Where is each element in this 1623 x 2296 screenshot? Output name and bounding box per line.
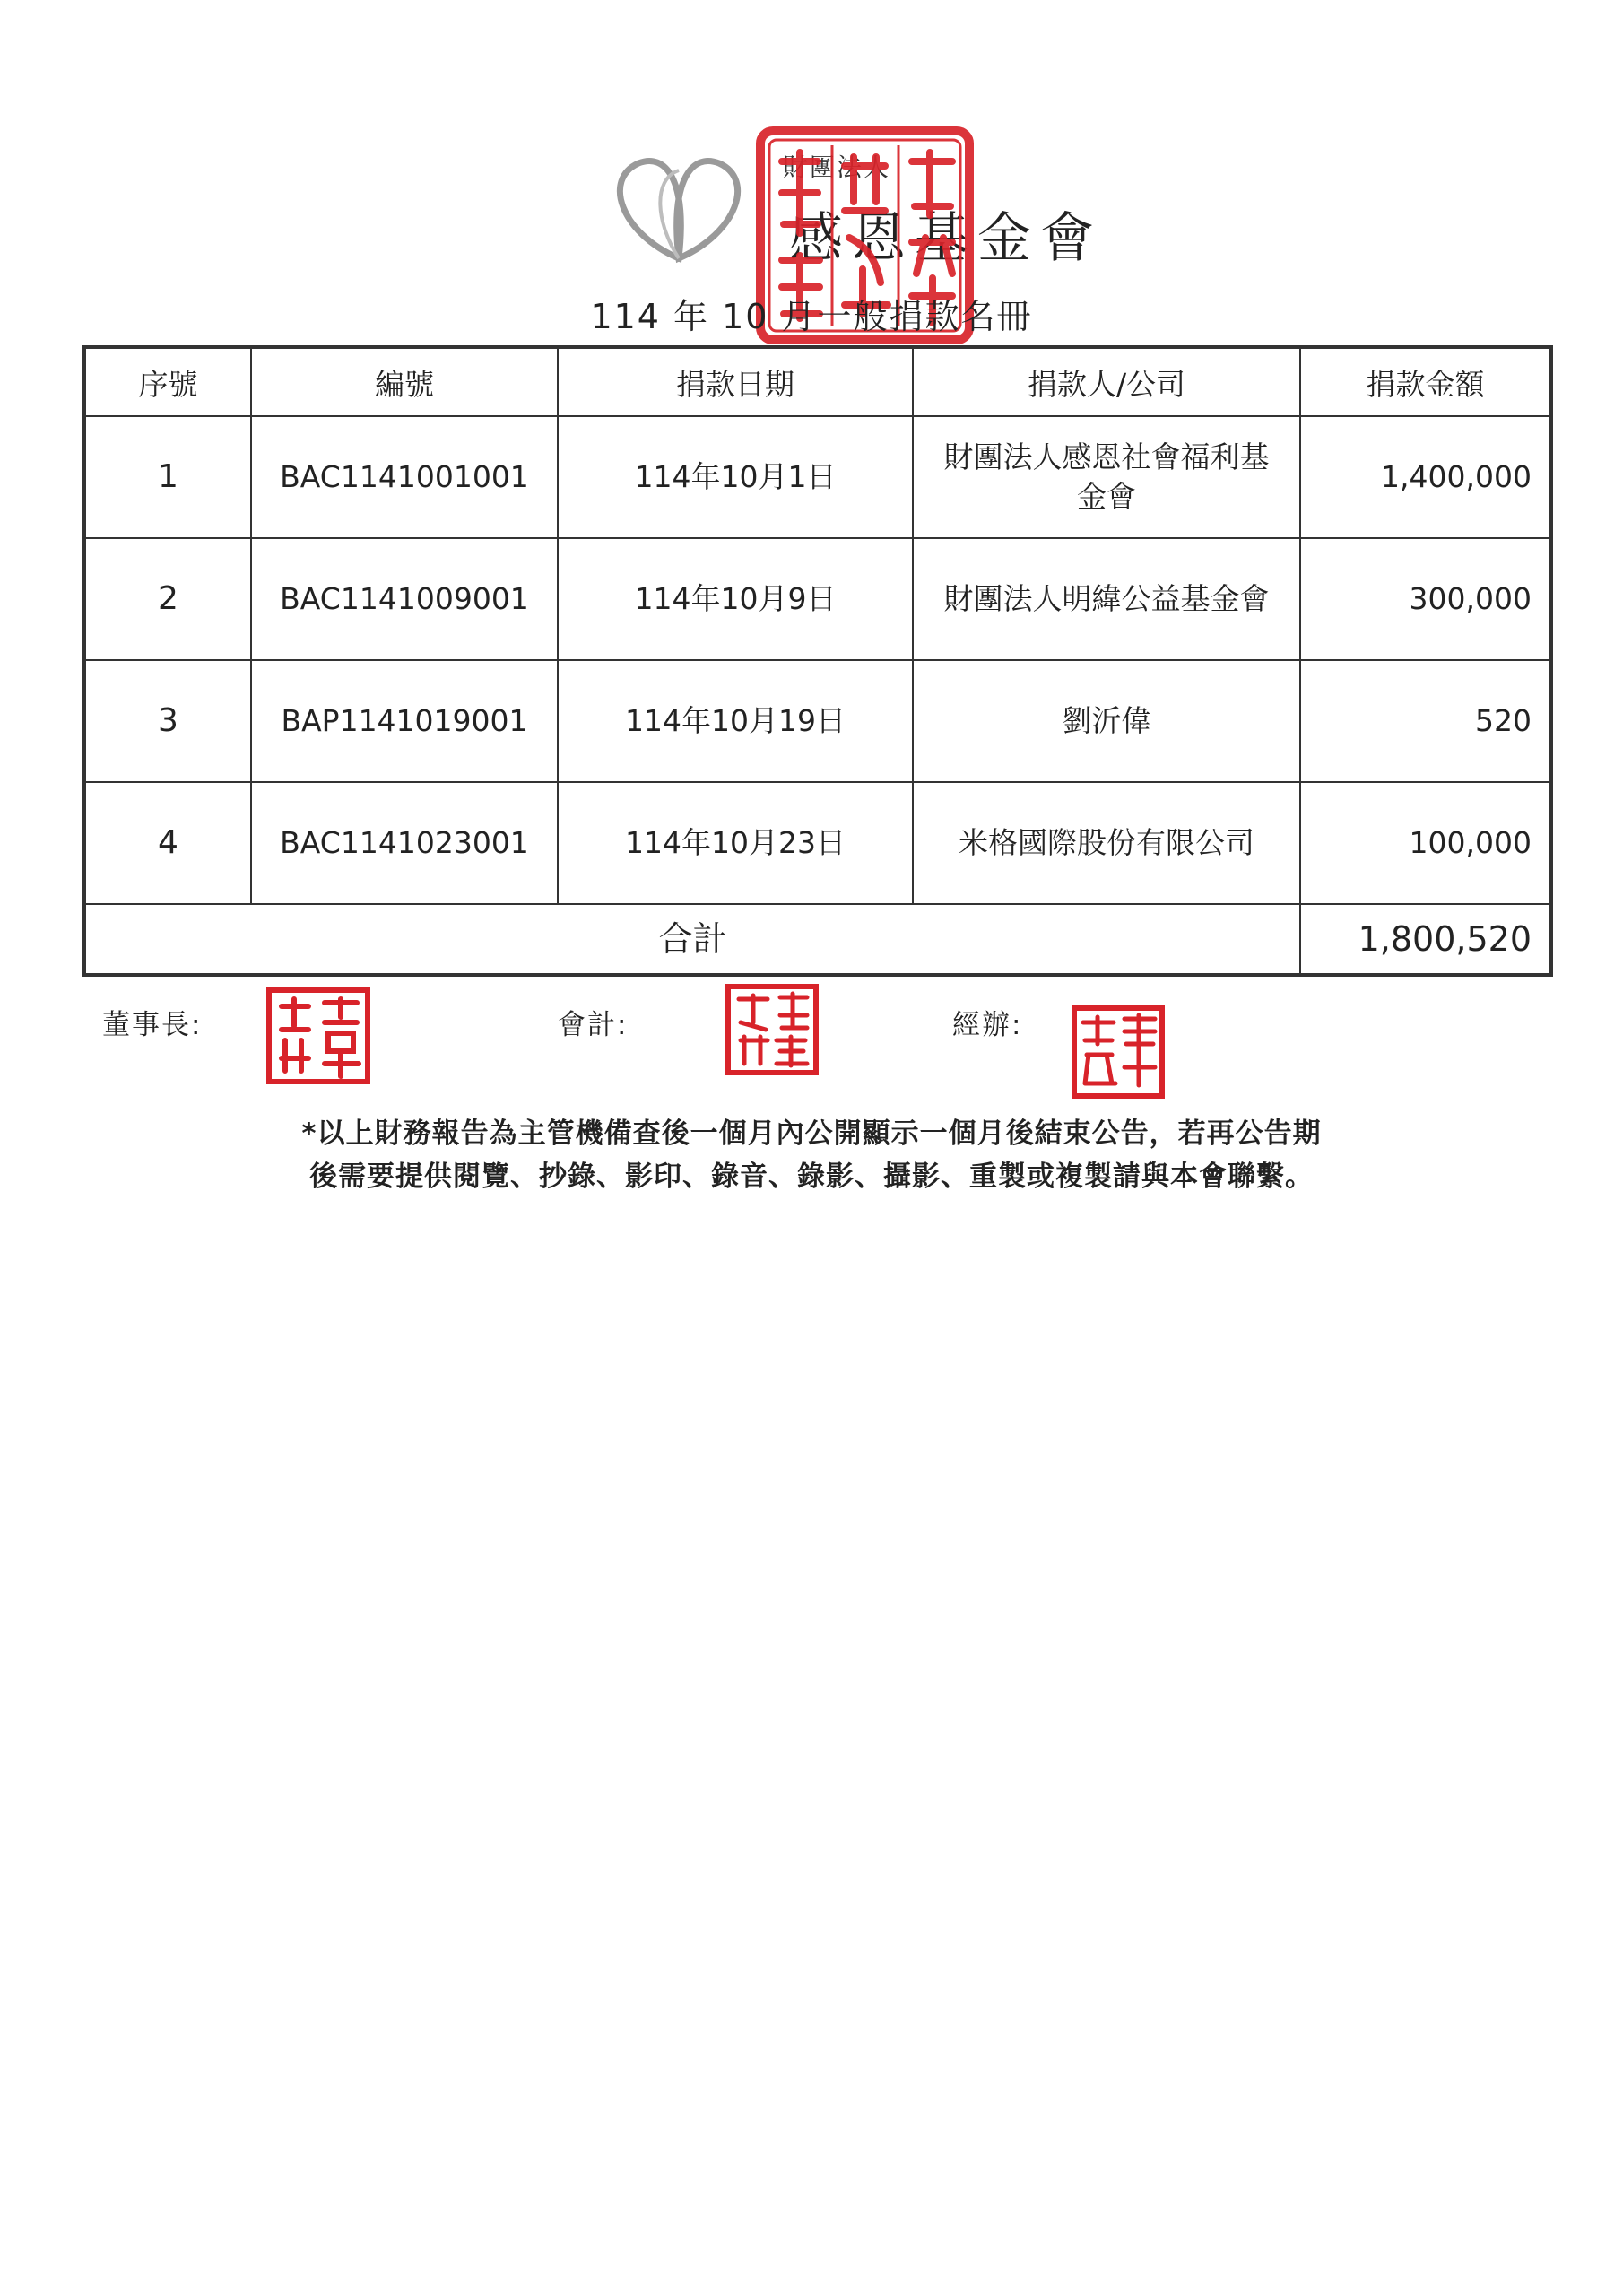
column-header-seq: 序號 <box>84 347 251 416</box>
org-name-text: 感恩基金會 <box>789 207 1103 270</box>
table-total-row <box>84 904 1551 975</box>
donation-table <box>82 345 1553 977</box>
column-header-donor: 捐款人/公司 <box>913 347 1300 416</box>
cell-code: BAP1141019001 <box>251 660 558 782</box>
cell-donor: 財團法人明緯公益基金會 <box>913 538 1300 660</box>
handler-label: 經辦: <box>952 1009 1023 1041</box>
accountant-label: 會計: <box>558 1009 629 1041</box>
document-header <box>0 0 1623 350</box>
document-title: 114 年 10 月一般捐款名冊 <box>590 297 1033 336</box>
total-label: 合計 <box>84 904 1300 975</box>
cell-donor: 米格國際股份有限公司 <box>913 782 1300 904</box>
cell-donor: 財團法人感恩社會福利基金會 <box>913 416 1300 538</box>
table-row <box>84 416 1551 538</box>
cell-amount: 100,000 <box>1300 782 1551 904</box>
cell-amount: 1,400,000 <box>1300 416 1551 538</box>
table-row <box>84 660 1551 782</box>
accountant-seal-icon <box>725 983 820 1076</box>
cell-amount: 300,000 <box>1300 538 1551 660</box>
table-row <box>84 538 1551 660</box>
cell-seq: 4 <box>84 782 251 904</box>
handler-seal-icon <box>1071 1004 1166 1100</box>
double-loop-logo-icon <box>603 144 755 269</box>
cell-date: 114年10月1日 <box>558 416 913 538</box>
cell-donor: 劉沂偉 <box>913 660 1300 782</box>
table-header-row <box>84 347 1551 416</box>
disclaimer-notice <box>0 1112 1623 1198</box>
cell-date: 114年10月9日 <box>558 538 913 660</box>
chairman-label: 董事長: <box>102 1009 203 1041</box>
cell-date: 114年10月19日 <box>558 660 913 782</box>
notice-line: 後需要提供閱覽、抄錄、影印、錄音、錄影、攝影、重製或複製請與本會聯繫。 <box>309 1161 1314 1193</box>
table-row <box>84 782 1551 904</box>
total-amount: 1,800,520 <box>1300 904 1551 975</box>
chairman-seal-icon <box>265 987 371 1085</box>
column-header-code: 編號 <box>251 347 558 416</box>
notice-line: *以上財務報告為主管機備查後一個月內公開顯示一個月後結束公告，若再公告期 <box>301 1118 1322 1150</box>
cell-code: BAC1141009001 <box>251 538 558 660</box>
cell-seq: 1 <box>84 416 251 538</box>
cell-code: BAC1141001001 <box>251 416 558 538</box>
cell-seq: 2 <box>84 538 251 660</box>
org-type-text: 財團法人 <box>783 152 891 182</box>
cell-date: 114年10月23日 <box>558 782 913 904</box>
cell-amount: 520 <box>1300 660 1551 782</box>
column-header-date: 捐款日期 <box>558 347 913 416</box>
cell-code: BAC1141023001 <box>251 782 558 904</box>
column-header-amount: 捐款金額 <box>1300 347 1551 416</box>
cell-seq: 3 <box>84 660 251 782</box>
